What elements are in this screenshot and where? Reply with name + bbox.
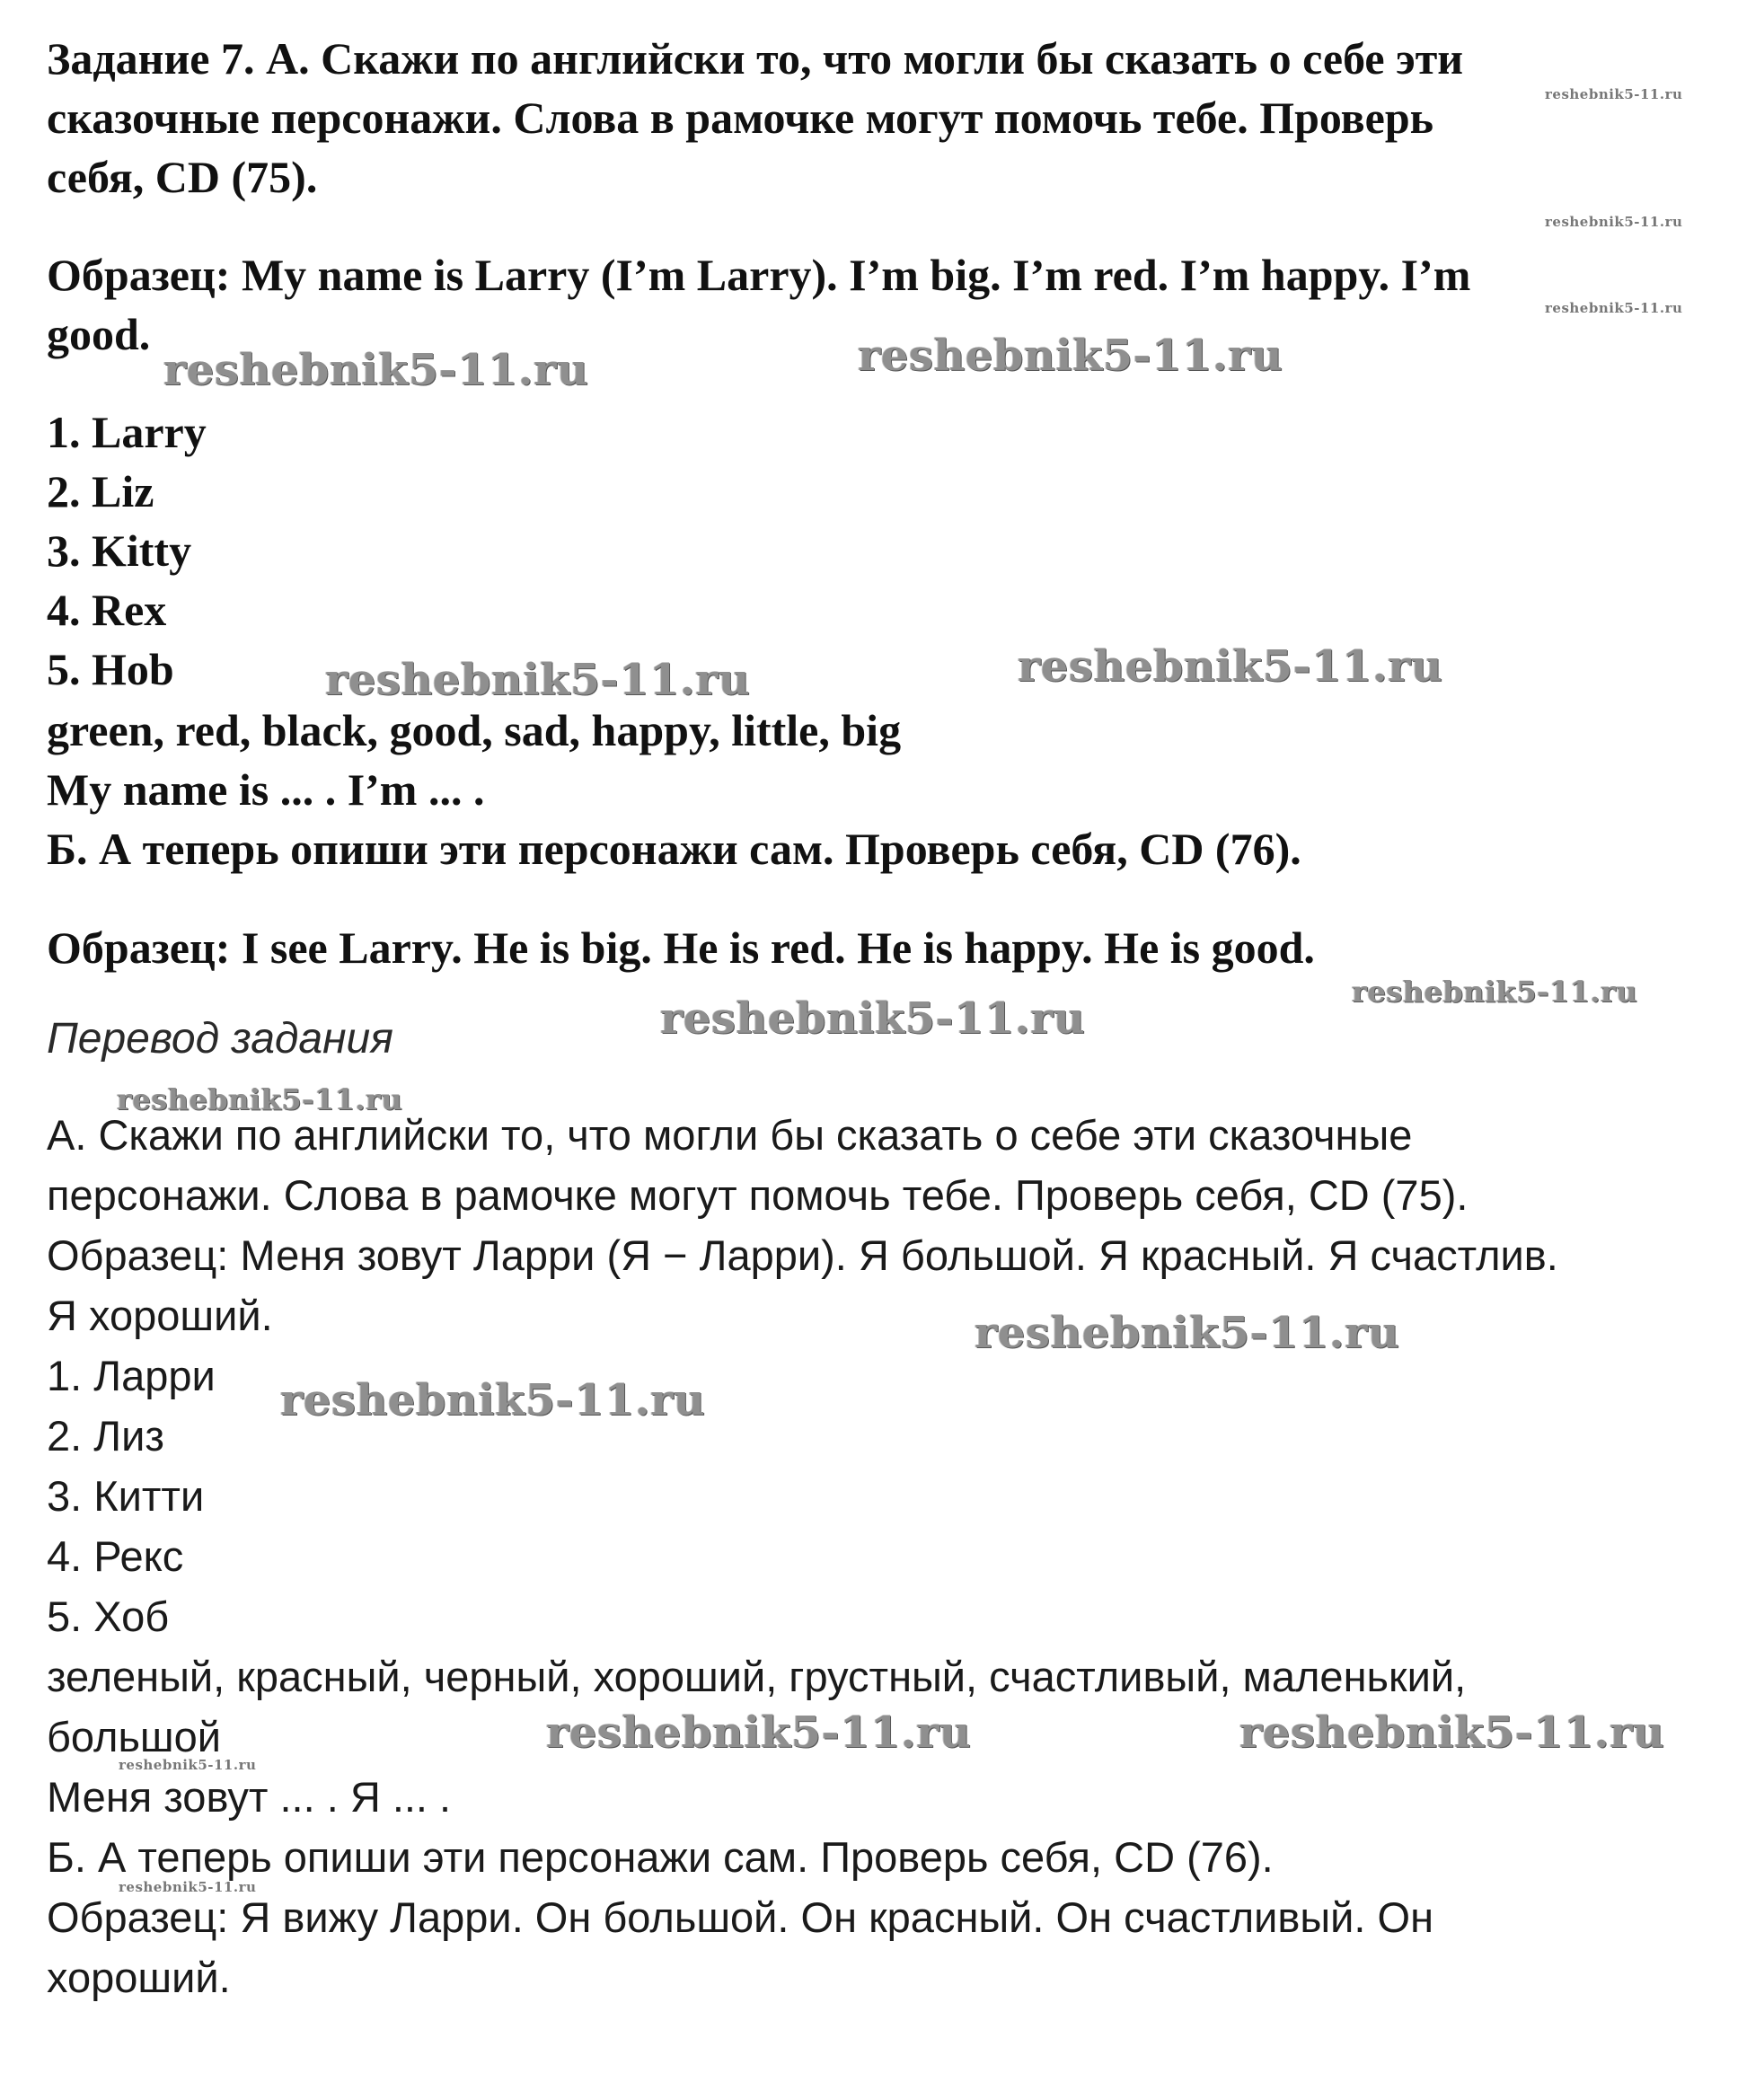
watermark: reshebnik5-11.ru (660, 993, 1086, 1044)
translation-heading: Перевод задания (47, 1015, 393, 1063)
translation-line-2: персонажи. Слова в рамочке могут помочь тебе. Проверь себя, CD (75). (47, 1171, 1469, 1219)
watermark: reshebnik5-11.ru (975, 1308, 1400, 1358)
part-b-line: Б. А теперь опиши эти персонажи сам. Проверь себя, CD (76). (47, 824, 1301, 874)
translation-item-3: 3. Китти (47, 1472, 205, 1520)
watermark: reshebnik5-11.ru (546, 1707, 972, 1758)
task-title-line-1: Задание 7. А. Скажи по английски то, что могли бы сказать о себе эти (47, 33, 1464, 84)
translation-sample-b-line-1: Образец: Я вижу Ларри. Он большой. Он красный. Он счастливый. Он (47, 1893, 1434, 1941)
translation-line-1: А. Скажи по английски то, что могли бы сказать о себе эти сказочные (47, 1111, 1413, 1159)
watermark: reshebnik5-11.ru (119, 1757, 257, 1773)
pattern-line: My name is ... . I’m ... . (47, 764, 485, 815)
translation-item-2: 2. Лиз (47, 1412, 164, 1460)
translation-item-4: 4. Рекс (47, 1532, 184, 1580)
watermark: reshebnik5-11.ru (1545, 214, 1683, 230)
watermark: reshebnik5-11.ru (1018, 641, 1443, 692)
list-item-hob: 5. Hob (47, 644, 174, 694)
translation-pattern: Меня зовут ... . Я ... . (47, 1773, 452, 1821)
watermark: reshebnik5-11.ru (1545, 86, 1683, 102)
task-title-line-2: сказочные персонажи. Слова в рамочке могут помочь тебе. Проверь (47, 93, 1434, 143)
watermark: reshebnik5-11.ru (163, 345, 589, 395)
translation-sample-b-line-2: хороший. (47, 1954, 231, 2001)
translation-line-4: Я хороший. (47, 1292, 273, 1339)
translation-words-line-2: большой (47, 1713, 222, 1760)
sample-b-line: Образец: I see Larry. He is big. He is red. He is happy. He is good. (47, 922, 1315, 973)
translation-item-1: 1. Ларри (47, 1352, 216, 1399)
translation-words-line-1: зеленый, красный, черный, хороший, грустный, счастливый, маленький, (47, 1653, 1467, 1700)
watermark: reshebnik5-11.ru (1545, 300, 1683, 316)
sample-line-2: good. (47, 309, 151, 359)
translation-line-3: Образец: Меня зовут Ларри (Я − Ларри). Я большой. Я красный. Я счастлив. (47, 1231, 1558, 1279)
watermark: reshebnik5-11.ru (117, 1082, 403, 1116)
list-item-larry: 1. Larry (47, 407, 207, 457)
sample-line-1: Образец: My name is Larry (I’m Larry). I’m big. I’m red. I’m happy. I’m (47, 250, 1471, 300)
watermark: reshebnik5-11.ru (1239, 1707, 1665, 1758)
task-title-line-3: себя, CD (75). (47, 152, 318, 202)
list-item-rex: 4. Rex (47, 585, 167, 635)
watermark: reshebnik5-11.ru (1352, 975, 1638, 1009)
watermark: reshebnik5-11.ru (119, 1879, 257, 1895)
list-item-kitty: 3. Kitty (47, 525, 192, 576)
translation-item-5: 5. Хоб (47, 1592, 170, 1640)
list-item-liz: 2. Liz (47, 466, 154, 516)
watermark: reshebnik5-11.ru (325, 655, 751, 705)
watermark: reshebnik5-11.ru (858, 331, 1283, 381)
word-box: green, red, black, good, sad, happy, little, big (47, 705, 902, 755)
watermark: reshebnik5-11.ru (280, 1375, 706, 1425)
translation-part-b: Б. А теперь опиши эти персонажи сам. Проверь себя, CD (76). (47, 1833, 1274, 1881)
